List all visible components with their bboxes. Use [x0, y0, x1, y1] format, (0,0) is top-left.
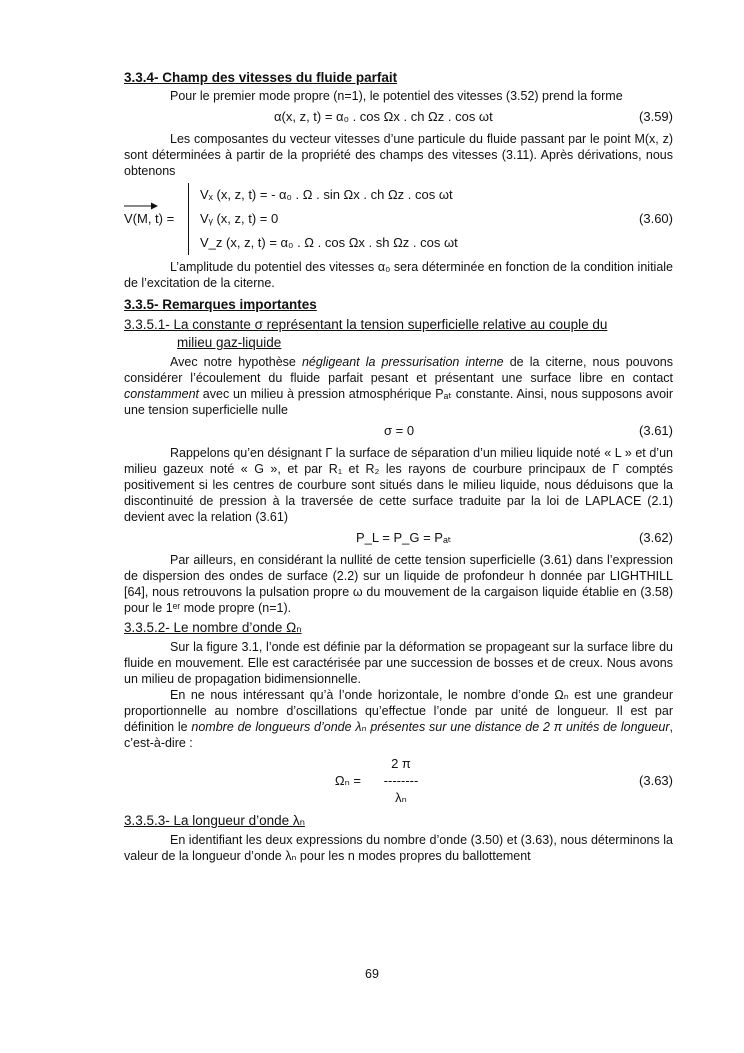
equation-number: (3.60)	[639, 211, 673, 226]
equation-3-61	[124, 423, 673, 439]
equation-number: (3.63)	[639, 772, 673, 788]
equation-number: (3.62)	[639, 530, 673, 545]
page-content	[124, 68, 673, 864]
fraction-denominator: λₙ	[395, 790, 407, 805]
equation-body: P_L = P_G = Pₐₜ	[356, 530, 452, 545]
equation-line-vy: Vᵧ (x, z, t) = 0	[200, 211, 279, 226]
paragraph: En ne nous intéressant qu’à l’onde horizontale, le nombre d’onde Ωₙ est une grandeur proportionnelle au nombre d’oscillations qu’effectue l’onde par unité de longueur. Il est par définition le nombre de longueurs d’onde λₙ présentes sur une distance de 2 π unités de longueur, c’est-à-dire :	[124, 688, 673, 750]
fraction	[361, 755, 441, 806]
equation-3-60	[124, 183, 673, 255]
paragraph: Pour le premier mode propre (n=1), le potentiel des vitesses (3.52) prend la forme	[170, 89, 623, 103]
vector-arrow-icon	[124, 202, 158, 210]
equation-body: σ = 0	[384, 423, 415, 438]
paragraph: L’amplitude du potentiel des vitesses α₀ sera déterminée en fonction de la condition initiale de l’excitation de la citerne.	[124, 260, 673, 290]
fraction-bar: --------	[383, 773, 419, 788]
equation-system	[188, 183, 613, 255]
velocity-vector-lhs: V(M, t) =	[124, 211, 188, 227]
equation-lhs: Ωₙ =	[334, 772, 361, 788]
paragraph: Sur la figure 3.1, l’onde est définie par la déformation se propageant sur la surface libre du fluide en mouvement. Elle est caractérisée par une succession de bosses et de creux. Nous avons un milieu de propagation bidimensionnelle.	[124, 640, 673, 686]
paragraph: Rappelons qu’en désignant Γ la surface de séparation d’un milieu liquide noté « L » et d’un milieu gazeux noté « G », et par R₁ et R₂ les rayons de courbure principaux de Γ comptés positivement si les centres de courbure sont situés dans le milieu liquide, nous déduisons que la discontinuité de pression à la traversée de cette surface traduite par la loi de LAPLACE (2.1) devient avec la relation (3.61)	[124, 446, 673, 524]
equation-3-63	[124, 755, 673, 806]
equation-number: (3.59)	[639, 109, 673, 124]
equation-3-59	[124, 109, 673, 125]
fraction-numerator: 2 π	[391, 756, 411, 771]
paragraph: Par ailleurs, en considérant la nullité de cette tension superficielle (3.61) dans l’expression de dispersion des ondes de surface (2.2) sur un liquide de profondeur h donnée par LIGHTHILL [64], nous retrouvons la pulsation propre ω du mouvement de la cargaison liquide établie en (3.58) pour le 1ᵉʳ mode propre (n=1).	[124, 553, 673, 615]
subsection-3-3-5-3-title: 3.3.5.3- La longueur d’onde λₙ	[124, 813, 306, 828]
equation-3-62	[124, 530, 673, 546]
subsection-3-3-5-1-title: 3.3.5.1- La constante σ représentant la tension superficielle relative au couple du milieu gaz-liquide	[124, 317, 608, 350]
paragraph: Avec notre hypothèse négligeant la pressurisation interne de la citerne, nous pouvons considérer l’écoulement du fluide parfait pesant et présentant une surface libre en contact constamment avec un milieu à pression atmosphérique Pₐₜ constante. Ainsi, nous supposons avoir une tension superficielle nulle	[124, 355, 673, 417]
section-3-3-4-title: 3.3.4- Champ des vitesses du fluide parfait	[124, 70, 398, 85]
page-number: 69	[365, 967, 379, 981]
equation-body: α(x, z, t) = α₀ . cos Ωx . ch Ωz . cos ωt	[274, 109, 493, 124]
paragraph: Les composantes du vecteur vitesses d’une particule du fluide passant par le point M(x, z) sont déterminées à partir de la propriété des champs des vitesses (3.11). Après dérivations, nous obtenons	[124, 132, 673, 178]
paragraph: En identifiant les deux expressions du nombre d’onde (3.50) et (3.63), nous déterminons la valeur de la longueur d’onde λₙ pour les n modes propres du ballottement	[124, 833, 673, 863]
equation-line-vz: V_z (x, z, t) = α₀ . Ω . cos Ωx . sh Ωz . cos ωt	[200, 235, 458, 250]
equation-line-vx: Vₓ (x, z, t) = - α₀ . Ω . sin Ωx . ch Ωz . cos ωt	[200, 187, 453, 202]
subsection-3-3-5-2-title: 3.3.5.2- Le nombre d’onde Ωₙ	[124, 620, 302, 635]
equation-number: (3.61)	[639, 423, 673, 438]
section-3-3-5-title: 3.3.5- Remarques importantes	[124, 297, 317, 312]
